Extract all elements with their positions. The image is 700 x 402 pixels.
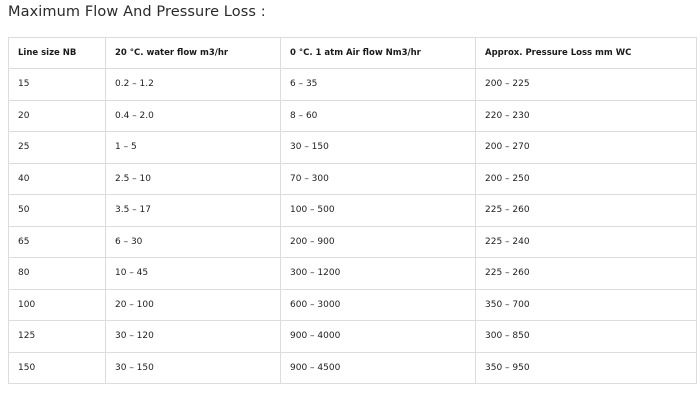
cell-water-flow: 20 – 100 — [106, 289, 281, 321]
cell-pressure-loss: 200 – 225 — [476, 69, 697, 101]
cell-pressure-loss: 200 – 250 — [476, 163, 697, 195]
header-line-size: Line size NB — [9, 38, 106, 69]
cell-pressure-loss: 200 – 270 — [476, 132, 697, 164]
cell-line-size: 25 — [9, 132, 106, 164]
flow-pressure-table — [8, 37, 697, 384]
table-row — [9, 258, 697, 290]
cell-water-flow: 30 – 150 — [106, 352, 281, 384]
table-row — [9, 132, 697, 164]
cell-air-flow: 200 – 900 — [281, 226, 476, 258]
header-air-flow: 0 °C. 1 atm Air flow Nm3/hr — [281, 38, 476, 69]
section-heading: Maximum Flow And Pressure Loss : — [8, 4, 266, 20]
cell-air-flow: 30 – 150 — [281, 132, 476, 164]
cell-line-size: 50 — [9, 195, 106, 227]
cell-pressure-loss: 225 – 260 — [476, 195, 697, 227]
cell-air-flow: 100 – 500 — [281, 195, 476, 227]
cell-water-flow: 0.2 – 1.2 — [106, 69, 281, 101]
table-row — [9, 100, 697, 132]
cell-water-flow: 2.5 – 10 — [106, 163, 281, 195]
cell-line-size: 65 — [9, 226, 106, 258]
cell-water-flow: 6 – 30 — [106, 226, 281, 258]
cell-air-flow: 6 – 35 — [281, 69, 476, 101]
cell-pressure-loss: 220 – 230 — [476, 100, 697, 132]
cell-line-size: 80 — [9, 258, 106, 290]
cell-water-flow: 30 – 120 — [106, 321, 281, 353]
cell-air-flow: 300 – 1200 — [281, 258, 476, 290]
cell-air-flow: 600 – 3000 — [281, 289, 476, 321]
cell-line-size: 125 — [9, 321, 106, 353]
table-row — [9, 69, 697, 101]
table-row — [9, 352, 697, 384]
cell-line-size: 15 — [9, 69, 106, 101]
cell-line-size: 100 — [9, 289, 106, 321]
cell-pressure-loss: 225 – 240 — [476, 226, 697, 258]
cell-air-flow: 900 – 4000 — [281, 321, 476, 353]
cell-water-flow: 0.4 – 2.0 — [106, 100, 281, 132]
cell-pressure-loss: 225 – 260 — [476, 258, 697, 290]
table-row — [9, 226, 697, 258]
table-header-row — [9, 38, 697, 69]
table-row — [9, 163, 697, 195]
cell-pressure-loss: 350 – 950 — [476, 352, 697, 384]
cell-water-flow: 3.5 – 17 — [106, 195, 281, 227]
table-row — [9, 321, 697, 353]
cell-water-flow: 10 – 45 — [106, 258, 281, 290]
cell-line-size: 150 — [9, 352, 106, 384]
cell-air-flow: 70 – 300 — [281, 163, 476, 195]
table-row — [9, 289, 697, 321]
cell-pressure-loss: 350 – 700 — [476, 289, 697, 321]
cell-line-size: 20 — [9, 100, 106, 132]
cell-air-flow: 900 – 4500 — [281, 352, 476, 384]
cell-line-size: 40 — [9, 163, 106, 195]
cell-pressure-loss: 300 – 850 — [476, 321, 697, 353]
cell-air-flow: 8 – 60 — [281, 100, 476, 132]
header-pressure-loss: Approx. Pressure Loss mm WC — [476, 38, 697, 69]
header-water-flow: 20 °C. water flow m3/hr — [106, 38, 281, 69]
cell-water-flow: 1 – 5 — [106, 132, 281, 164]
table-row — [9, 195, 697, 227]
